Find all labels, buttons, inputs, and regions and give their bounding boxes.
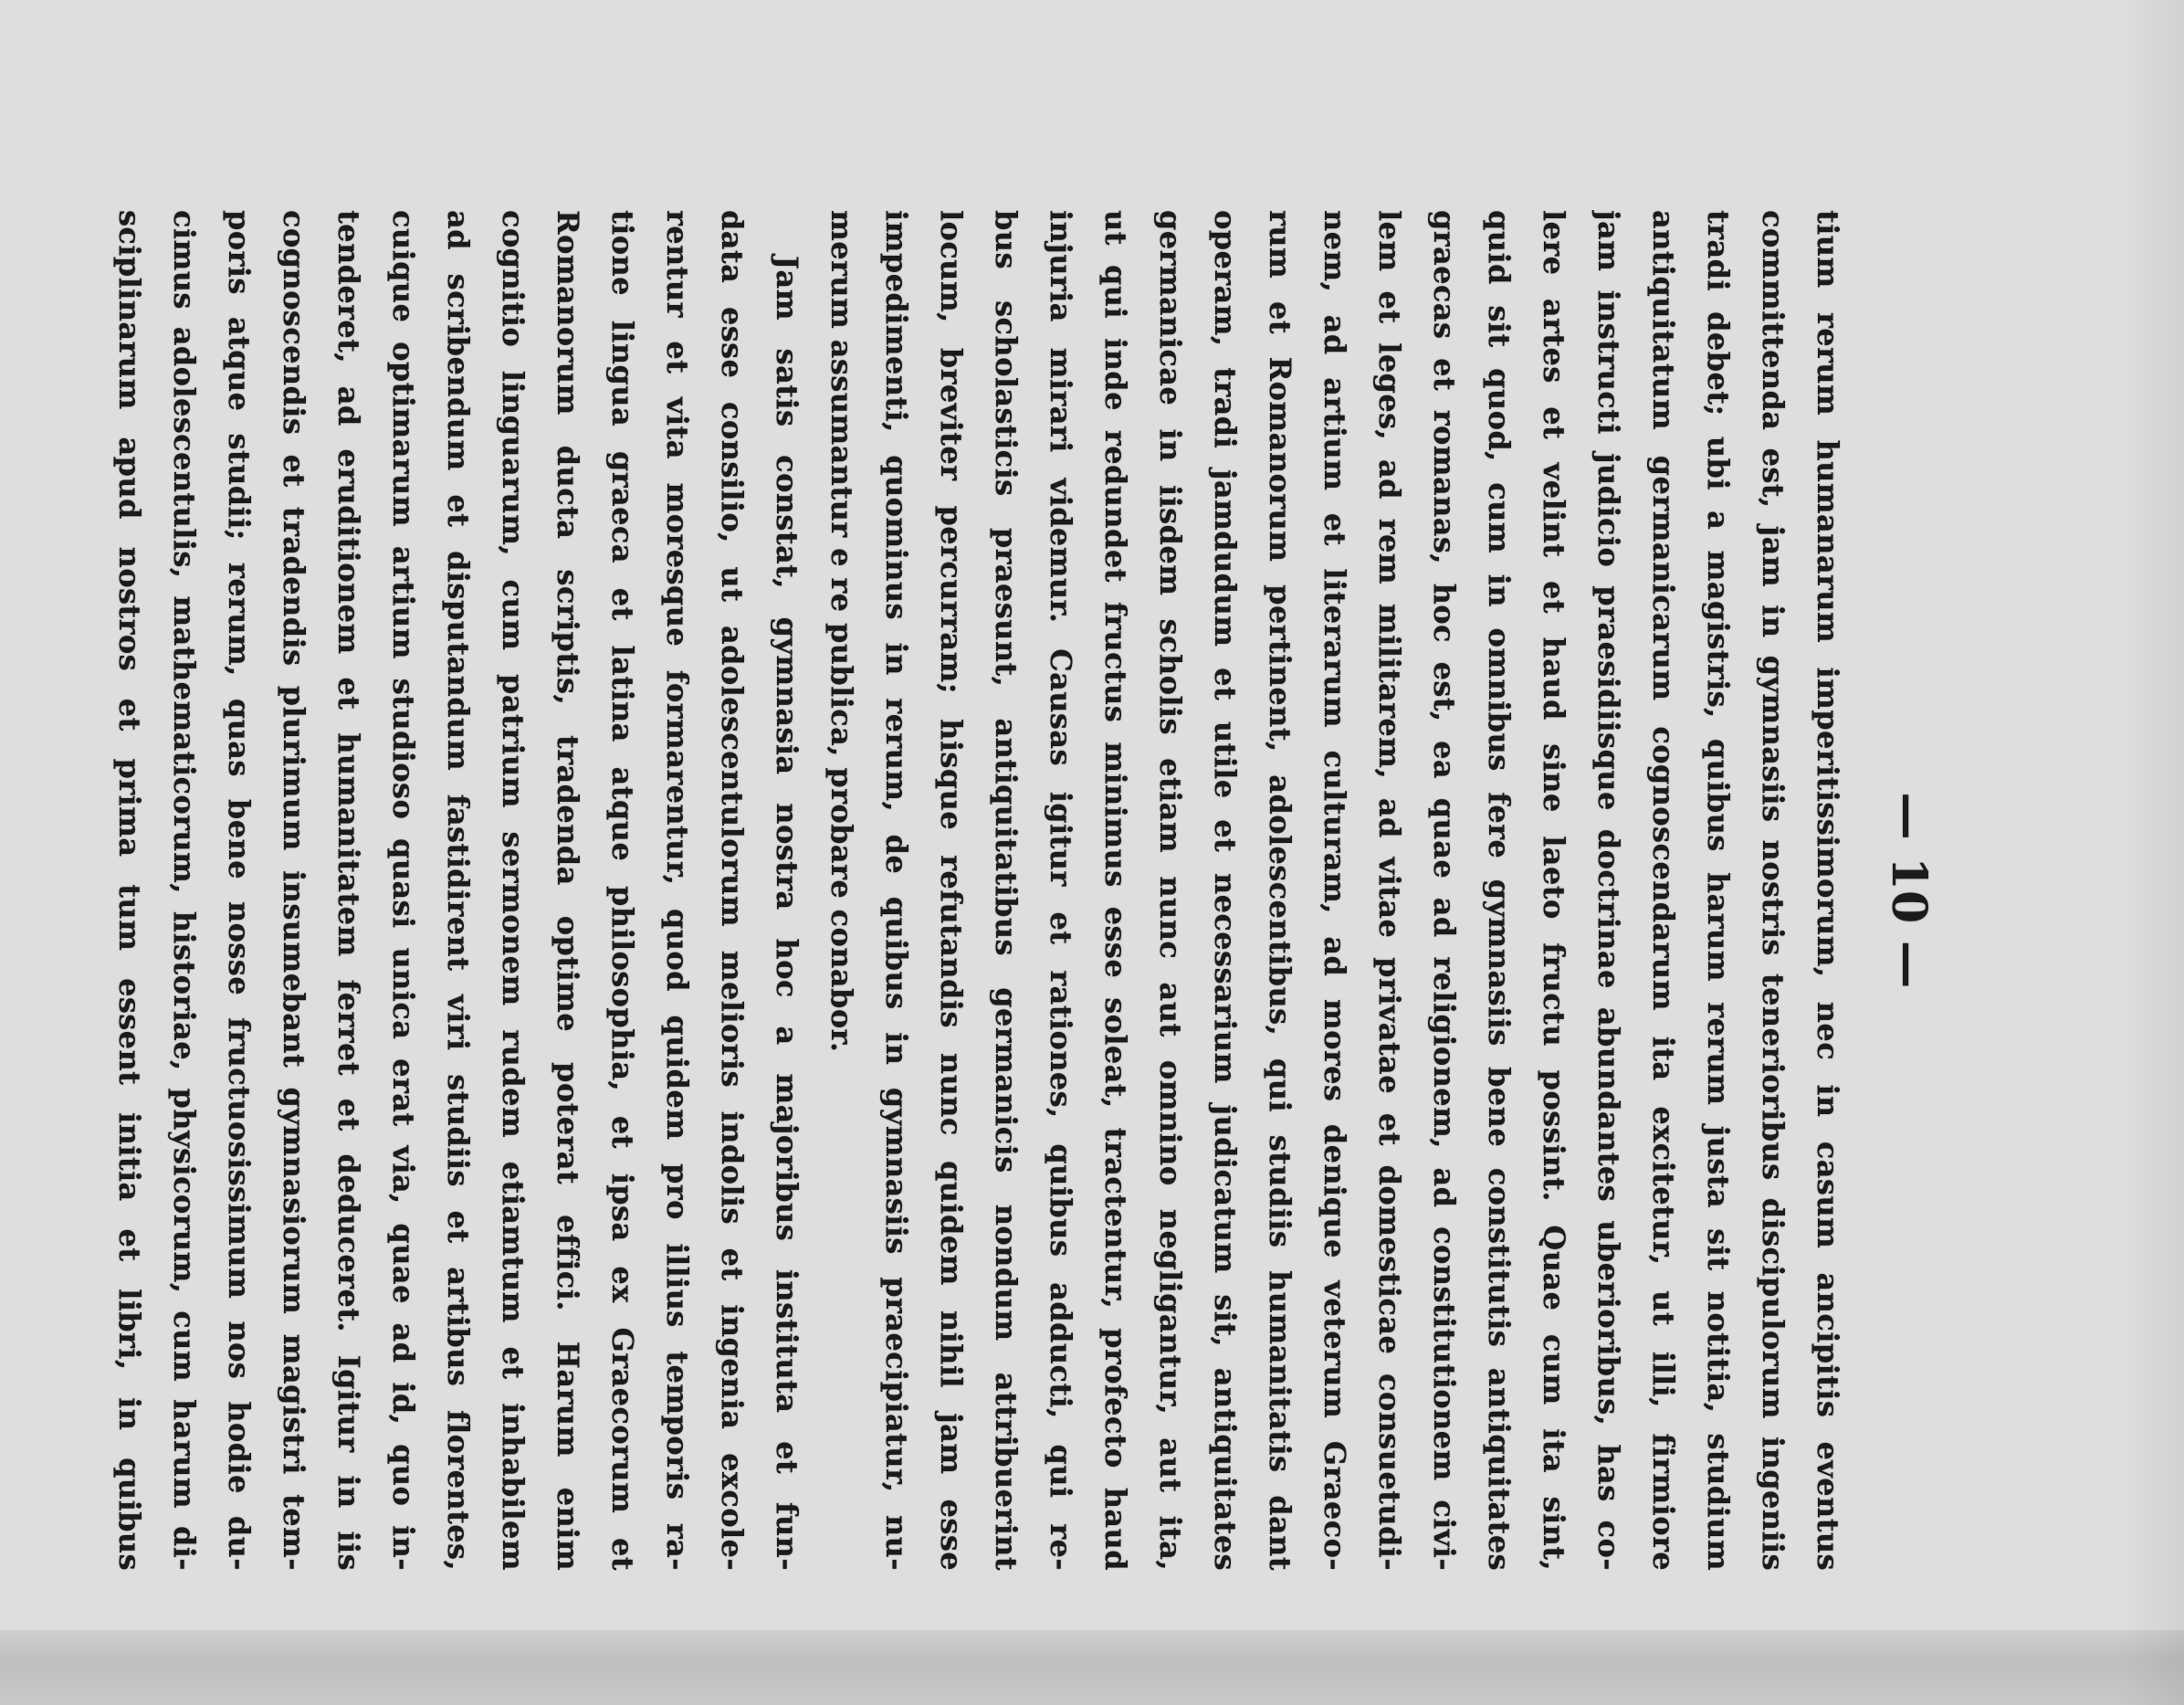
text-line: quid sit quod, cum in omnibus fere gymnasiis bene constitutis antiquitates	[1482, 210, 1517, 1571]
text-line: Romanorum ducta scriptis, tradenda optime poterat effici. Harum enim	[551, 210, 585, 1571]
text-line: nem, ad artium et literarum culturam, ad mores denique veterum Graeco-	[1318, 210, 1352, 1571]
text-line: lem et leges, ad rem militarem, ad vitae privatae et domesticae consuetudi-	[1372, 210, 1407, 1571]
text-line: merum assumantur e re publica, probare conabor.	[824, 210, 859, 1053]
text-line: rentur et vita moresque formarentur, quod quidem pro illius temporis ra-	[660, 210, 695, 1571]
text-line: tium rerum humanarum imperitissimorum, nec in casum ancipitis eventus	[1811, 210, 1845, 1571]
text-line: ad scribendum et disputandum fastidirent viri studiis et artibus florentes,	[441, 210, 476, 1571]
text-line: data esse consilio, ut adolescentulorum melioris indolis et ingenia excole-	[715, 210, 750, 1571]
text-line: locum, breviter percurram; hisque refutandis nunc quidem nihil jam esse	[934, 210, 969, 1571]
text-line: Jam satis constat, gymnasia nostra hoc a majoribus instituta et fun-	[770, 256, 804, 1571]
text-line: cuique optimarum artium studioso quasi unica erat via, quae ad id, quo in-	[386, 210, 421, 1571]
text-line: lere artes et velint et haud sine laeto fructu possint. Quae cum ita sint,	[1537, 210, 1571, 1571]
text-line: cognoscendis et tradendis plurimum insumebant gymnasiorum magistri tem-	[277, 210, 311, 1571]
paragraph-lines	[102, 210, 1855, 1571]
text-line: bus scholasticis praesunt, antiquitatibus germanicis nondum attribuerint	[989, 210, 1024, 1571]
text-block	[112, 210, 1945, 1571]
text-line: tradi debet; ubi a magistris, quibus harum rerum justa sit notitia, studium	[1701, 210, 1736, 1571]
text-line: graecas et romanas, hoc est, ea quae ad religionem, ad constitutionem civi-	[1427, 210, 1462, 1571]
text-line: jam instructi judicio praesidiisque doctrinae abundantes uberioribus, has co-	[1591, 210, 1626, 1571]
page-fold-shadow	[0, 1630, 2184, 1705]
page-edge-shadow	[2120, 0, 2184, 1705]
text-line: tenderet, ad eruditionem et humanitatem ferret et deduceret. Igitur in iis	[331, 210, 366, 1571]
text-line: operam, tradi jamdudum et utile et necessarium judicatum sit, antiquitates	[1208, 210, 1243, 1571]
text-line: cognitio linguarum, cum patrium sermonem rudem etiamtum et inhabilem	[496, 210, 530, 1571]
text-line: cimus adolescentulis, mathematicorum, historiae, physicorum, cum harum di-	[167, 210, 202, 1571]
text-line: ut qui inde redundet fructus minimus esse soleat, tractentur, profecto haud	[1098, 210, 1133, 1571]
text-line: rum et Romanorum pertinent, adolescentibus, qui studiis humanitatis dant	[1263, 210, 1297, 1571]
page-number-header: — 10 —	[1881, 792, 1937, 989]
text-line: impedimenti, quominus in rerum, de quibus in gymnasiis praecipiatur, nu-	[879, 210, 914, 1571]
text-line: tione lingua graeca et latina atque philosophia, et ipsa ex Graecorum et	[605, 210, 640, 1571]
text-line: sciplinarum apud nostros et prima tum essent initia et libri, in quibus	[112, 210, 147, 1571]
text-line: poris atque studii; rerum, quas bene nosse fructuosissimum nos hodie du-	[222, 210, 257, 1571]
text-line: injuria mirari videmur. Causas igitur et rationes, quibus adducti, qui re-	[1044, 210, 1078, 1571]
text-line: committenda est, jam in gymnasiis nostris tenerioribus discipulorum ingeniis	[1756, 210, 1790, 1571]
text-line: antiquitatum germanicarum cognoscendarum ita excitetur, ut illi, firmiore	[1646, 210, 1681, 1571]
text-line: germanicae in iisdem scholis etiam nunc aut omnino negligantur, aut ita,	[1153, 210, 1188, 1571]
